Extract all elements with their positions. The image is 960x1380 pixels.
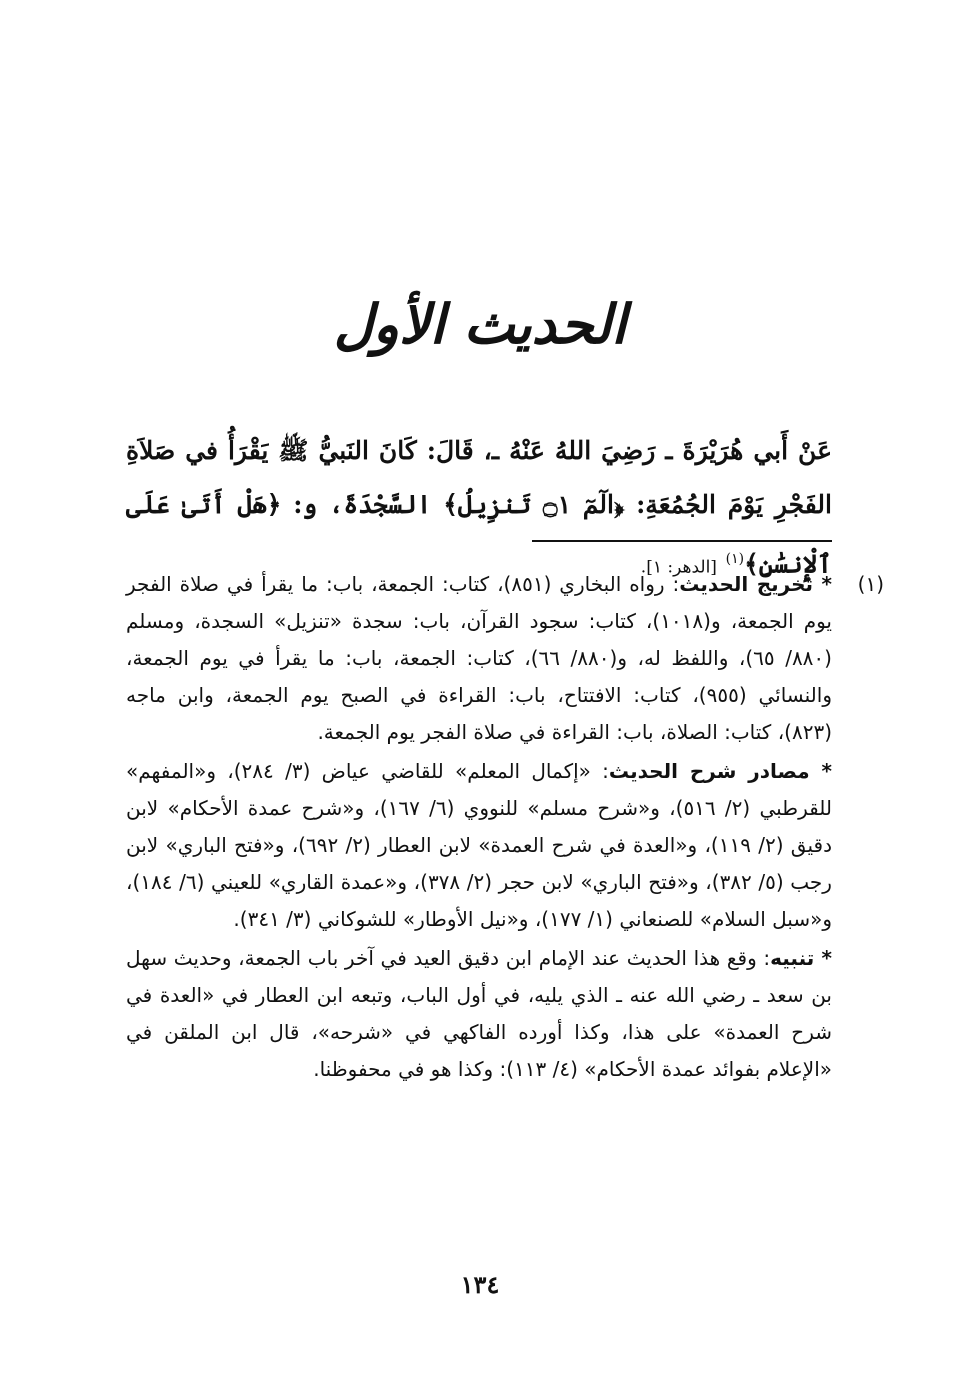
tanbih-text: : وقع هذا الحديث عند الإمام ابن دقيق العيد في آخر باب الجمعة، وحديث سهل بن سعد ـ رضي الله عنه ـ الذي يليه، في أول الباب، وتبعه ابن العطار في «العدة في شرح العمدة» على هذا، وكذا أورده الفاكهي في «شرحه»، قال ابن الملقن في «الإعلام بفوائد عمدة الأحكام» (٤/ ١١٣): وكذا هو في محفوظنا. <box>126 946 832 1081</box>
takhrij-text: : رواه البخاري (٨٥١)، كتاب: الجمعة، باب: ما يقرأ في صلاة الفجر يوم الجمعة، و(١٠١٨)، كتاب: سجود القرآن، باب: سجدة «تنزيل» السجدة، ومسلم (٨٨٠/ ٦٥)، واللفظ له، و(٨٨٠/ ٦٦)، كتاب: الجمعة، باب: ما يقرأ في يوم الجمعة، والنسائي (٩٥٥)، كتاب: الافتتاح، باب: القراءة في الصبح يوم الجمعة، وابن ماجه (٨٢٣)، كتاب: الصلاة، باب: القراءة في صلاة الفجر يوم الجمعة. <box>126 572 833 744</box>
footnote-tanbih <box>126 940 832 1088</box>
hadith-body: عَنْ أَبي هُرَيْرَةَ ـ رَضِيَ اللهُ عَنْهُ ـ، قَالَ: كَانَ النَبيُّ ﷺ يَقْرَأُ في صَلاَةِ الفَجْرِ يَوْمَ الجُمُعَةِ: ﴿الٓمٓ ۝١ تَنزِيلُ﴾ السَّجْدَةَ، و: ﴿هَلْ أَتَىٰ عَلَى ٱلْإِنسَٰنِ﴾ <box>126 436 832 579</box>
chapter-heading: الحديث الأول <box>333 292 627 356</box>
footnote-masadir <box>126 753 832 938</box>
tanbih-label: * تنبيه <box>770 946 832 970</box>
quran-reference: [الدهر: ١]. <box>640 557 717 578</box>
page-number: ١٣٤ <box>460 1270 500 1299</box>
footnote-number: (١) <box>857 572 884 596</box>
takhrij-label: * تخريج الحديث <box>679 572 832 596</box>
footnote-takhrij <box>126 566 884 751</box>
footnote-marker: (١) <box>725 551 745 567</box>
footnote-separator <box>532 540 832 542</box>
masadir-text: : «إكمال المعلم» للقاضي عياض (٣/ ٢٨٤)، و«المفهم» للقرطبي (٢/ ٥١٦)، و«شرح مسلم» للنووي (٦/ ١٦٧)، و«شرح عمدة الأحكام» لابن دقيق (٢/ ١١٩)، و«العدة في شرح العمدة» لابن العطار (٢/ ٦٩٢)، و«فتح الباري» لابن رجب (٥/ ٣٨٢)، و«فتح الباري» لابن حجر (٢/ ٣٧٨)، و«عمدة القاري» للعيني (٦/ ١٨٤)، و«سبل السلام» للصنعاني (١/ ١٧٧)، و«نيل الأوطار» للشوكاني (٣/ ٣٤١). <box>126 759 832 931</box>
masadir-label: * مصادر شرح الحديث <box>608 759 832 783</box>
footnotes-section <box>126 566 884 1090</box>
